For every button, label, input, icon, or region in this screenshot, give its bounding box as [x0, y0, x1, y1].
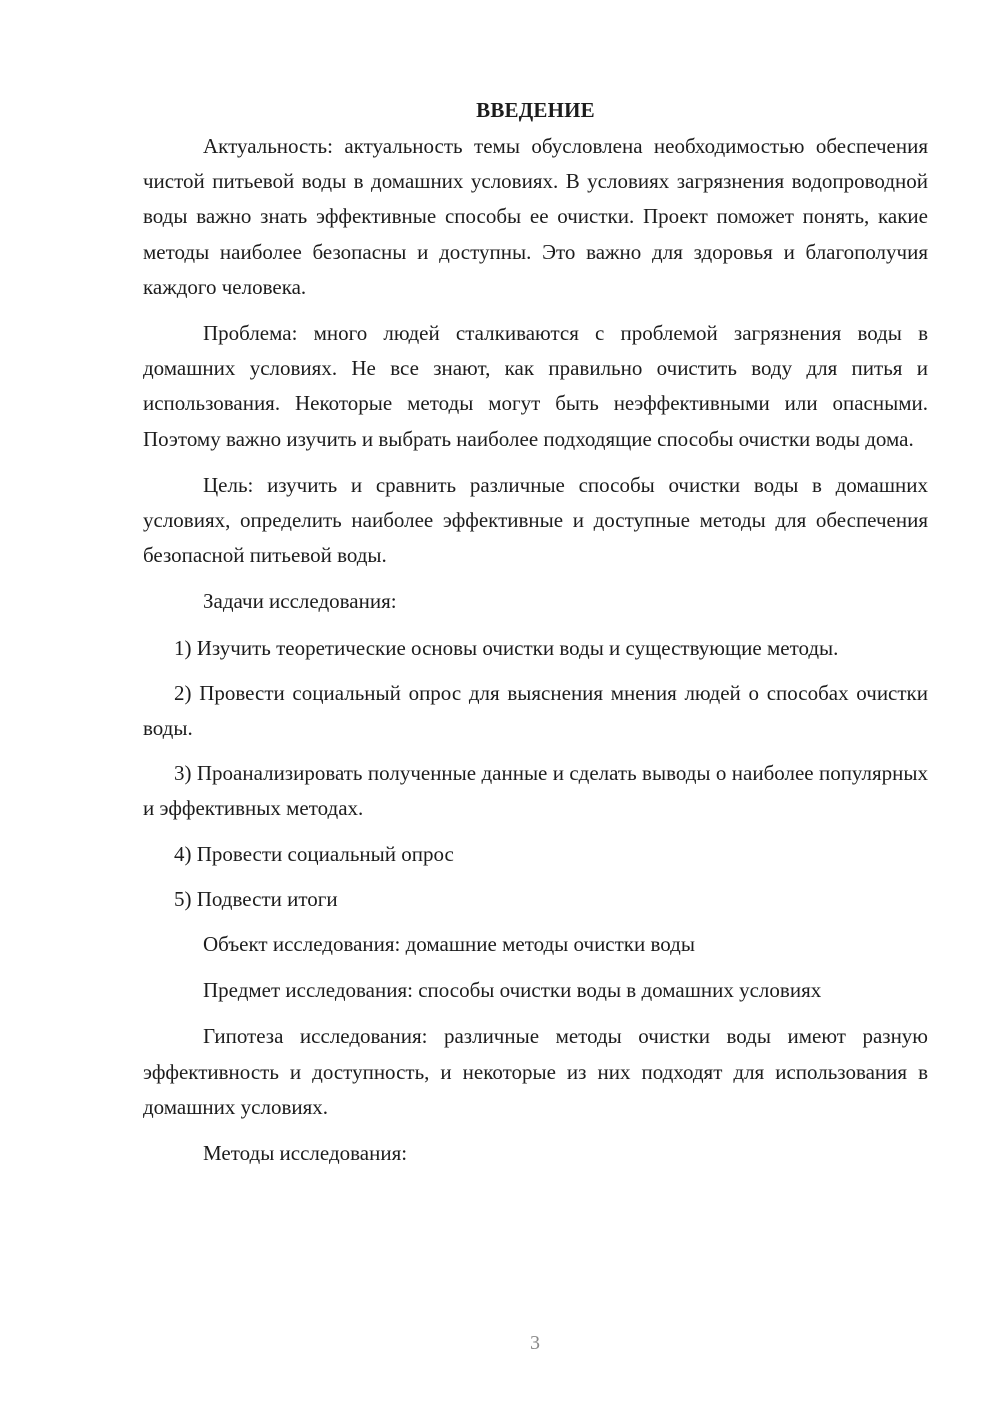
tasks-heading: Задачи исследования:: [203, 589, 397, 614]
methods-heading: Методы исследования:: [203, 1141, 408, 1166]
task-item-1: 1) Изучить теоретические основы очистки воды и существующие методы.: [174, 635, 839, 660]
research-object-paragraph: Объект исследования: домашние методы очистки воды: [203, 932, 695, 957]
relevance-paragraph: Актуальность: актуальность темы обусловлена необходимостью обеспечения чистой питьевой воды в домашних условиях. В условиях загрязнения водопроводной воды важно знать эффективные способы ее очистки. Проект поможет понять, какие методы наиболее безопасны и доступны. Это важно для здоровья и благополучия каждого человека.: [143, 134, 928, 299]
task-item-3: 3) Проанализировать полученные данные и сделать выводы о наиболее популярных и эффективных методах.: [143, 761, 928, 821]
research-subject-paragraph: Предмет исследования: способы очистки воды в домашних условиях: [203, 978, 822, 1003]
task-item-2: 2) Провести социальный опрос для выяснения мнения людей о способах очистки воды.: [143, 680, 928, 741]
page-number: 3: [530, 1332, 540, 1354]
page-title: ВВЕДЕНИЕ: [476, 98, 595, 122]
task-item-5: 5) Подвести итоги: [174, 886, 338, 911]
goal-paragraph: Цель: изучить и сравнить различные способы очистки воды в домашних условиях, определить наиболее эффективные и доступные методы для обеспечения безопасной питьевой воды.: [143, 472, 928, 568]
problem-paragraph: Проблема: много людей сталкиваются с проблемой загрязнения воды в домашних условиях. Не все знают, как правильно очистить воду для питья и использования. Некоторые методы могут быть неэффективными или опасными. Поэтому важно изучить и выбрать наиболее подходящие способы очистки воды дома.: [143, 321, 928, 451]
hypothesis-paragraph: Гипотеза исследования: различные методы очистки воды имеют разную эффективность и доступность, и некоторые из них подходят для использования в домашних условиях.: [143, 1024, 928, 1119]
task-item-4: 4) Провести социальный опрос: [174, 841, 454, 866]
page-body: [143, 93, 928, 1182]
